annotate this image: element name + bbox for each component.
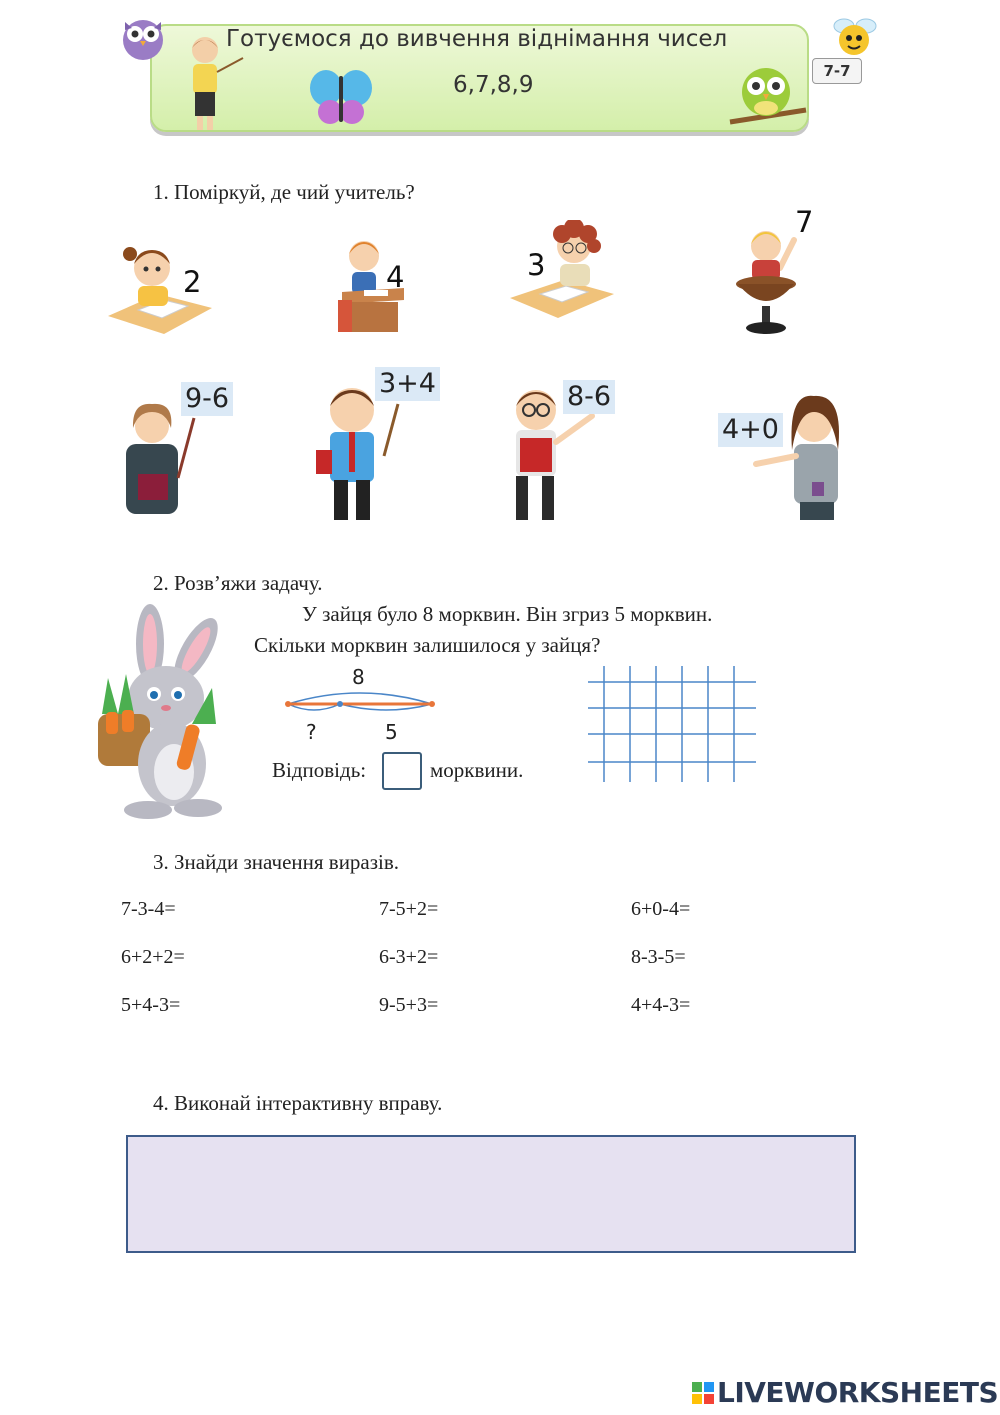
expression-r2-c1[interactable]: 6+2+2= [121,946,185,968]
teacher-woman-brown-hair-image [750,390,846,522]
liveworksheets-logo[interactable] [692,1376,998,1409]
liveworksheets-icon [692,1382,714,1404]
task4-label: 4. Виконай інтерактивну вправу. [153,1091,443,1115]
student-number-2: 4 [386,260,405,294]
student-number-4: 7 [795,205,814,239]
expression-r1-c1[interactable]: 7-3-4= [121,898,176,920]
diagram-total-label: 8 [352,665,365,689]
page-title: Готуємося до вивчення віднімання чисел [226,26,728,52]
expression-r2-c2[interactable]: 6-3+2= [379,946,439,968]
answer-suffix: морквини. [430,758,524,782]
rabbit-with-carrots-image [88,604,240,824]
owl-on-branch-icon [728,52,808,130]
teacher-man-blue-shirt-image [312,380,400,530]
diagram-part-label: 5 [385,720,398,744]
teacher-expression-4: 4+0 [718,413,783,447]
worksheet-code-badge: 7-7 [812,58,862,84]
expression-r1-c2[interactable]: 7-5+2= [379,898,439,920]
diagram-unknown-label: ? [306,720,317,744]
task1-label: 1. Поміркуй, де чий учитель? [153,180,415,204]
teacher-expression-1: 9-6 [181,382,233,416]
teacher-expression-2: 3+4 [375,367,440,401]
expression-r1-c3[interactable]: 6+0-4= [631,898,691,920]
student-number-3: 3 [527,248,546,282]
expression-r3-c3[interactable]: 4+4-3= [631,994,691,1016]
bee-icon [830,14,880,60]
expression-r3-c2[interactable]: 9-5+3= [379,994,439,1016]
solution-grid[interactable] [588,666,758,782]
problem-text-line2: Скільки морквин залишилося у зайця? [254,633,601,657]
teacher-expression-3: 8-6 [563,380,615,414]
student-number-1: 2 [183,265,202,299]
teacher-woman-image [118,398,198,522]
answer-input-box[interactable] [382,752,422,790]
problem-text-line1: У зайця було 8 морквин. Він згриз 5 морквин. [302,602,713,626]
task2-label: 2. Розв’яжи задачу. [153,571,323,595]
student-raising-hand-image [730,222,806,338]
student-curly-boy-image [510,220,614,320]
interactive-exercise-area[interactable] [126,1135,856,1253]
answer-prefix: Відповідь: [272,758,367,782]
logo-text: LIVEWORKSHEETS [717,1376,999,1409]
butterfly-icon [308,66,374,128]
page-subtitle: 6,7,8,9 [453,72,534,98]
expression-r3-c1[interactable]: 5+4-3= [121,994,181,1016]
expression-r2-c3[interactable]: 8-3-5= [631,946,686,968]
owl-icon [118,10,168,62]
task3-label: 3. Знайди значення виразів. [153,850,400,874]
